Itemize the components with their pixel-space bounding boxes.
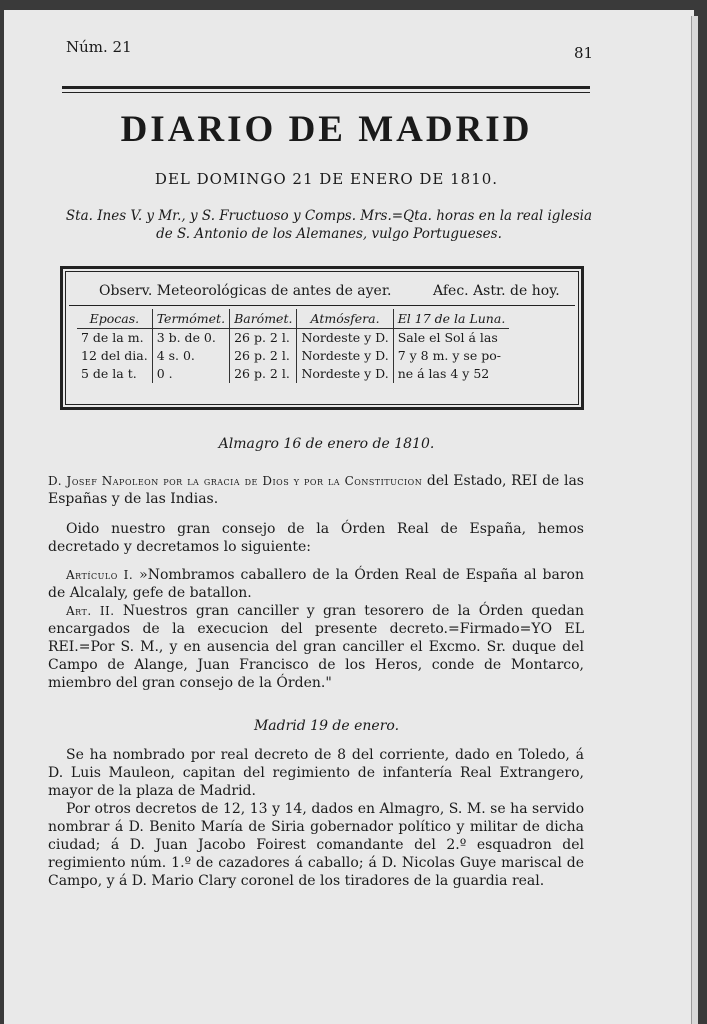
weather-table bbox=[77, 309, 509, 383]
astro-heading: Afec. Astr. de hoy. bbox=[433, 283, 560, 299]
cell: 3 b. de 0. bbox=[152, 329, 229, 348]
col-header: Barómet. bbox=[230, 309, 297, 329]
page-number: 81 bbox=[574, 44, 594, 62]
header-rule-thick bbox=[62, 86, 590, 89]
article-1-label: Artículo I. bbox=[66, 568, 134, 582]
dateline-madrid: Madrid 19 de enero. bbox=[253, 718, 400, 734]
header-rule-thin bbox=[62, 92, 590, 93]
col-header: Termómet. bbox=[152, 309, 229, 329]
cell: Sale el Sol á las bbox=[393, 329, 509, 348]
cell: 26 p. 2 l. bbox=[230, 329, 297, 348]
article-1-text: »Nombramos caballero de la Órden Real de España al baron de Alcalaly, gefe de batallon. bbox=[48, 567, 584, 601]
cell: 0 . bbox=[152, 365, 229, 383]
table-row bbox=[77, 329, 509, 348]
cell: 7 de la m. bbox=[81, 330, 144, 345]
article-2-text: Nuestros gran canciller y gran tesorero de la Órden quedan encargados de la execucion del presente decreto.=Firmado=YO EL REI.=Por S. M., y en ausencia del gran canciller el Excmo. Sr. duque del Campo de Alange, Juan Francisco de los Heros, conde de Montarco, miembro del gran consejo de la Órden." bbox=[48, 603, 585, 691]
decree-opening bbox=[48, 472, 584, 508]
article-2-label: Art. II. bbox=[66, 604, 115, 618]
issue-number: Núm. 21 bbox=[66, 38, 132, 56]
table-row bbox=[77, 365, 509, 383]
news-paragraph-1: Se ha nombrado por real decreto de 8 del corriente, dado en Toledo, á D. Luis Mauleon, capitan del regimiento de infantería Real Extrangero, mayor de la plaza de Madrid. bbox=[48, 747, 584, 799]
weather-heading: Observ. Meteorológicas de antes de ayer. bbox=[99, 283, 392, 299]
news-paragraph-2: Por otros decretos de 12, 13 y 14, dados en Almagro, S. M. se ha servido nombrar á D. Benito María de Siria gobernador político y militar de dicha ciudad; á D. Juan Jacobo Foirest comandante del 2.º esquadron del regimiento núm. 1.º de cazadores á caballo; á D. Nicolas Guye mariscal de Campo, y á D. Mario Clary coronel de los tiradores de la guardia real. bbox=[48, 801, 584, 889]
cell: ne á las 4 y 52 bbox=[393, 365, 509, 383]
col-header: Atmósfera. bbox=[297, 309, 393, 329]
masthead-title: DIARIO DE MADRID bbox=[120, 109, 533, 150]
cell: Nordeste y D. bbox=[297, 365, 393, 383]
dateline-almagro: Almagro 16 de enero de 1810. bbox=[218, 436, 435, 452]
cell: 26 p. 2 l. bbox=[230, 347, 297, 365]
cell: 5 de la t. bbox=[81, 366, 137, 381]
saints-of-day: Sta. Ines V. y Mr., y S. Fructuoso y Comps. Mrs.=Qta. horas en la real iglesia de S. Antonio de los Alemanes, vulgo Portugueses. bbox=[65, 208, 593, 242]
cell: Nordeste y D. bbox=[297, 347, 393, 365]
newspaper-page bbox=[4, 10, 694, 1024]
cell: 7 y 8 m. y se po- bbox=[393, 347, 509, 365]
decree-intro: Oido nuestro gran consejo de la Órden Real de España, hemos decretado y decretamos lo siguiente: bbox=[48, 521, 584, 555]
cell: Nordeste y D. bbox=[297, 329, 393, 348]
article-1 bbox=[48, 566, 584, 602]
table-row bbox=[77, 347, 509, 365]
decree-opening-smallcaps: D. Josef Napoleon por la gracia de Dios y por la Constitucion bbox=[48, 474, 423, 488]
issue-date: DEL DOMINGO 21 DE ENERO DE 1810. bbox=[154, 170, 499, 188]
col-header: El 17 de la Luna. bbox=[393, 309, 509, 329]
article-2 bbox=[48, 602, 584, 692]
weather-divider bbox=[69, 305, 575, 306]
cell: 12 del dia. bbox=[81, 348, 148, 363]
cell: 4 s. 0. bbox=[152, 347, 229, 365]
col-header: Epocas. bbox=[77, 309, 152, 329]
weather-box bbox=[60, 266, 584, 410]
cell: 26 p. 2 l. bbox=[230, 365, 297, 383]
decree-opening-rest: del Estado, REI de las Españas y de las Indias. bbox=[48, 473, 584, 507]
